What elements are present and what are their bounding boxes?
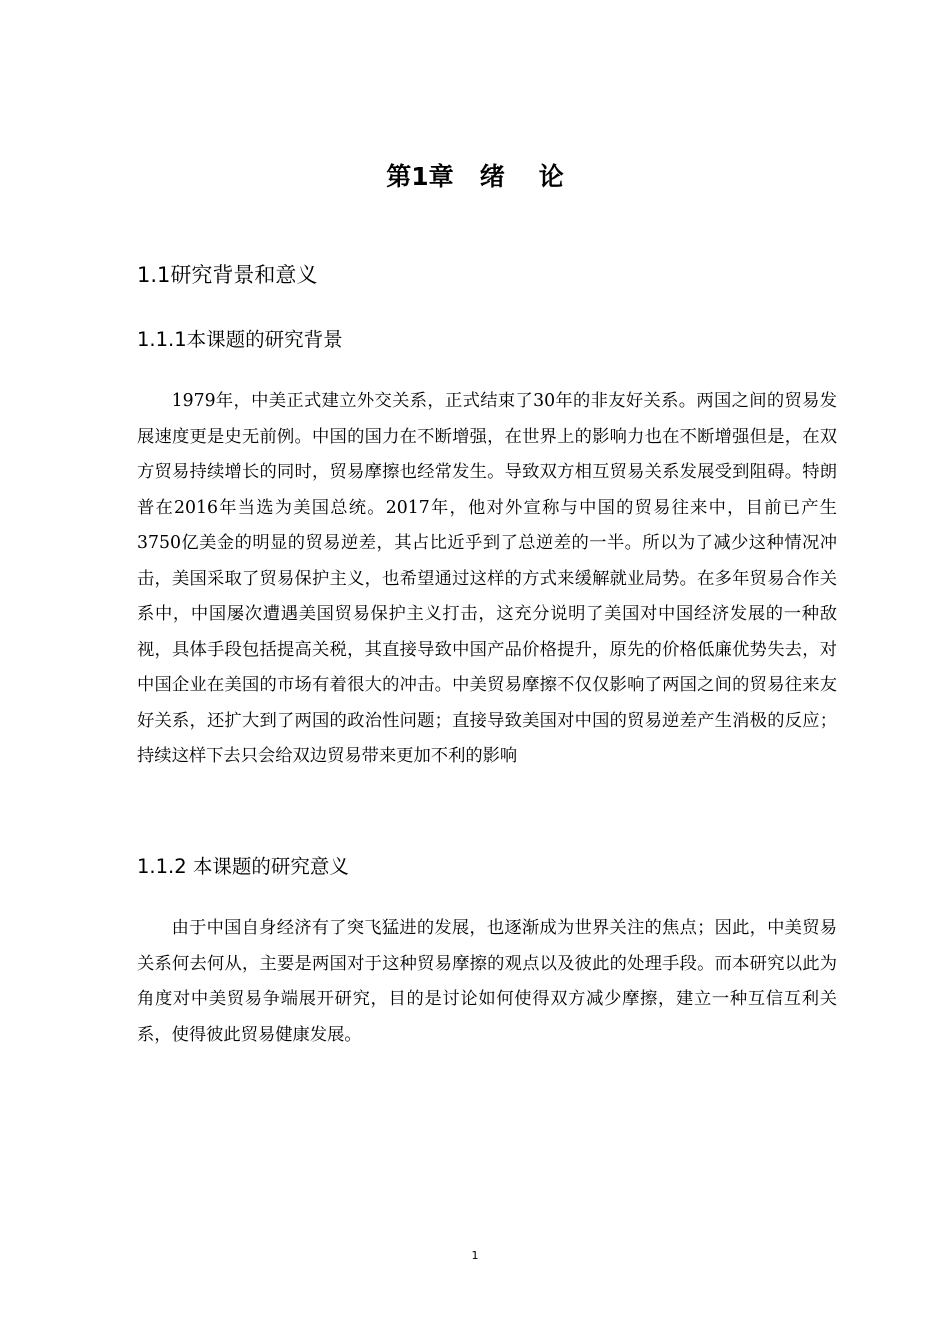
section-heading-1-1-2: 1.1.2 本课题的研究意义 bbox=[137, 855, 349, 878]
research-background-paragraph: 1979年，中美正式建立外交关系，正式结束了30年的非友好关系。两国之间的贸易发展速度更是史无前例。中国的国力在不断增强，在世界上的影响力也在不断增强但是，在双方贸易持续增长的同时，贸易摩擦也经常发生。导致双方相互贸易关系发展受到阻碍。特朗普在2016年当选为美国总统。2017年，他对外宣称与中国的贸易往来中，目前已产生3750亿美金的明显的贸易逆差，其占比近乎到了总逆差的一半。所以为了减少这种情况冲击，美国采取了贸易保护主义，也希望通过这样的方式来缓解就业局势。在多年贸易合作关系中，中国屡次遭遇美国贸易保护主义打击，这充分说明了美国对中国经济发展的一种敌视，具体手段包括提高关税，其直接导致中国产品价格提升，原先的价格低廉优势失去，对中国企业在美国的市场有着很大的冲击。中美贸易摩擦不仅仅影响了两国之间的贸易往来友好关系，还扩大到了两国的政治性问题；直接导致美国对中国的贸易逆差产生消极的反应；持续这样下去只会给双边贸易带来更加不利的影响 bbox=[137, 391, 837, 766]
section-heading-1-1: 1.1研究背景和意义 bbox=[137, 263, 318, 287]
page-number: 1 bbox=[471, 1249, 479, 1262]
chapter-word-1: 绪 bbox=[479, 162, 505, 191]
chapter-title bbox=[0, 156, 950, 198]
section-heading-1-1-1: 1.1.1本课题的研究背景 bbox=[137, 328, 343, 351]
research-significance-paragraph: 由于中国自身经济有了突飞猛进的发展，也逐渐成为世界关注的焦点；因此，中美贸易关系何去何从，主要是两国对于这种贸易摩擦的观点以及彼此的处理手段。而本研究以此为角度对中美贸易争端展开研究，目的是讨论如何使得双方减少摩擦，建立一种互信互利关系，使得彼此贸易健康发展。 bbox=[137, 918, 837, 1045]
chapter-number: 第1章 bbox=[386, 162, 454, 191]
chapter-word-2: 论 bbox=[538, 162, 564, 191]
